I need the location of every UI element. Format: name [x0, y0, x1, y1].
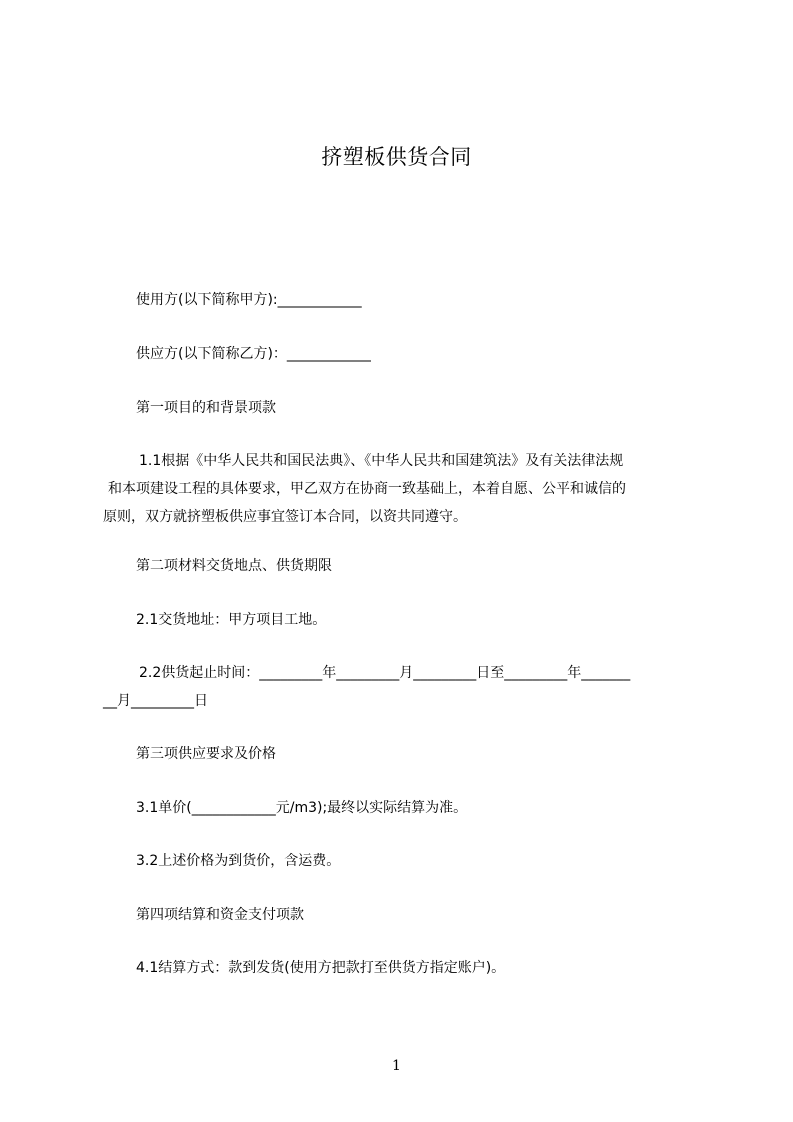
section-1-heading: 第一项目的和背景项款 [136, 400, 276, 416]
section-2-heading: 第二项材料交货地点、供货期限 [136, 558, 332, 574]
clause-2-2 [103, 659, 703, 715]
section-3-heading: 第三项供应要求及价格 [136, 746, 276, 762]
page-number: 1 [392, 1058, 401, 1074]
page-title: 挤塑板供货合同 [321, 145, 472, 169]
section-4-heading: 第四项结算和资金支付项款 [136, 907, 304, 923]
clause-3-1: 3.1单价(____________元/m3);最终以实际结算为准。 [136, 800, 468, 816]
clause-2-2-row-1: 2.2供货起止时间：_________年_________月_________日至_________年_______ [139, 665, 631, 681]
clause-1-1-row-3: 原则，双方就挤塑板供应事宜签订本合同，以资共同遵守。 [103, 509, 467, 525]
party-b-line: 供应方(以下简称乙方)：____________ [136, 346, 371, 362]
clause-1-1-row-1: 1.1根据《中华人民共和国民法典》、《中华人民共和国建筑法》及有关法律法规 [139, 453, 624, 469]
clause-2-1: 2.1交货地址：甲方项目工地。 [136, 612, 327, 628]
party-a-line: 使用方(以下简称甲方):____________ [136, 292, 362, 308]
clause-2-2-row-2: __月_________日 [103, 693, 208, 709]
clause-1-1-row-2: 和本项建设工程的具体要求，甲乙双方在协商一致基础上，本着自愿、公平和诚信的 [108, 481, 626, 497]
clause-4-1: 4.1结算方式：款到发货(使用方把款打至供货方指定账户)。 [136, 960, 506, 976]
clause-3-2: 3.2上述价格为到货价，含运费。 [136, 853, 341, 869]
clause-1-1 [103, 447, 703, 531]
